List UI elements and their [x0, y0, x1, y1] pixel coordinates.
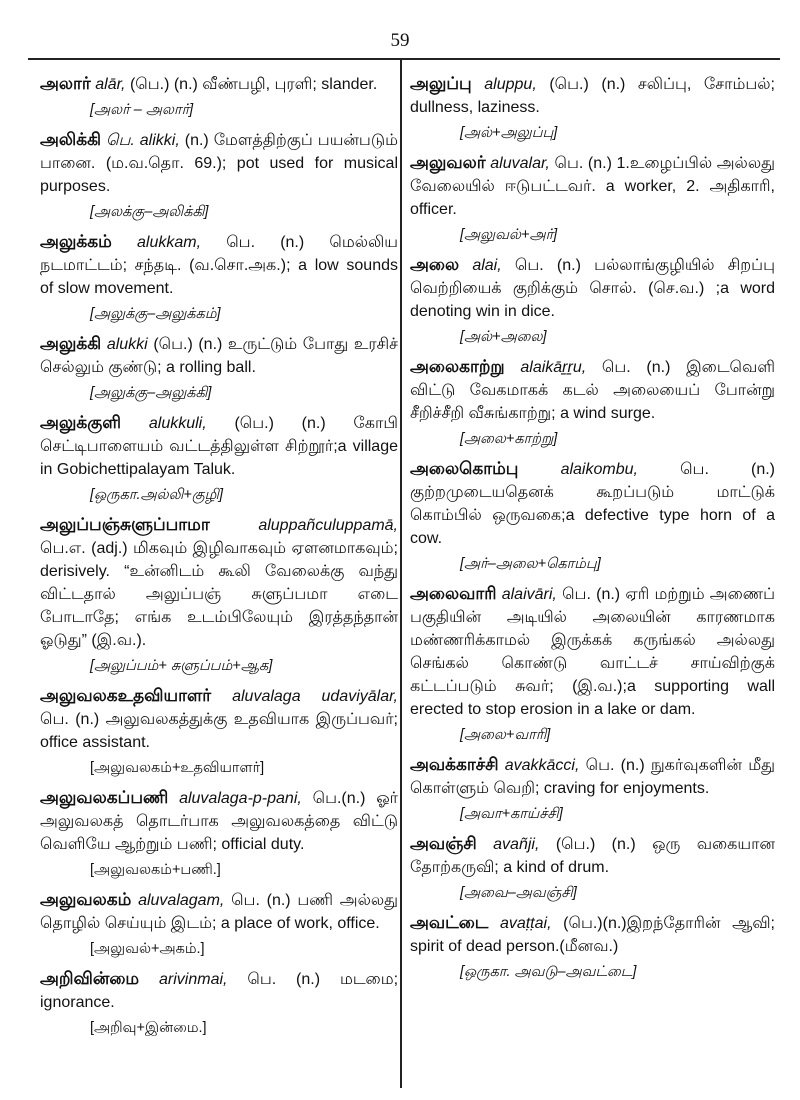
definition: (பெ.) (n.) கோபி செட்டிபாளையம் வட்டத்திலுள்ள சிற்றூர்;a village in Gobichettipalayam Taluk. — [40, 415, 398, 478]
etymology: [அலை+காற்று] — [460, 431, 558, 447]
dictionary-entry — [410, 151, 775, 247]
dictionary-entry — [40, 332, 398, 405]
headword: அலுப்பு — [410, 74, 472, 93]
dictionary-entry — [40, 128, 398, 224]
transliteration: aluppu, — [484, 76, 537, 93]
etymology: [அலுக்கு–அலுக்கம்] — [90, 306, 221, 322]
transliteration: alār, — [95, 76, 126, 93]
dictionary-entry — [40, 230, 398, 326]
dictionary-entry — [40, 72, 398, 122]
definition: பெ. (n.) 1.உழைப்பில் அல்லது வேலையில் ஈடுபட்டவர். a worker, 2. அதிகாரி, officer. — [410, 155, 775, 218]
headword: அலுவலகஉதவியாளர் — [40, 686, 212, 705]
headword: அலுவலகப்பணி — [40, 788, 169, 807]
definition: (பெ.) (n.) வீண்பழி, புரளி; slander. — [129, 76, 378, 93]
headword: அலுவலர் — [410, 153, 486, 172]
dictionary-entry — [40, 411, 398, 507]
headword: அலுப்பஞ்சுளுப்பாமா — [40, 515, 210, 534]
dictionary-entry — [40, 684, 398, 780]
transliteration: alai, — [472, 257, 502, 274]
dictionary-entry — [410, 355, 775, 451]
headword: அவட்டை — [410, 913, 489, 932]
transliteration: alaivāri, — [501, 586, 557, 603]
definition: பெ. (n.) நுகர்வுகளின் மீது கொள்ளும் வெறி; craving for enjoyments. — [410, 757, 775, 797]
etymology: [அலர் – அலார்] — [90, 102, 194, 118]
transliteration: aluvalaga-p-pani, — [179, 790, 302, 807]
definition: பெ. (n.) பணி அல்லது தொழில் செய்யும் இடம்; a place of work, office. — [40, 892, 398, 932]
transliteration: alaikāṟṟu, — [520, 359, 587, 376]
transliteration: alaikombu, — [560, 461, 638, 478]
etymology: [அலுவலகம்+உதவியாளர்] — [90, 760, 265, 776]
page-number: 59 — [390, 30, 410, 51]
etymology: [ஒருகா.அல்லி+குழி] — [90, 487, 223, 503]
right-column — [410, 72, 775, 990]
transliteration: alukkam, — [137, 234, 202, 251]
dictionary-entry — [410, 253, 775, 349]
dictionary-entry — [410, 753, 775, 826]
etymology: [அலுவல்+அகம்.] — [90, 941, 205, 957]
dictionary-entry — [410, 457, 775, 576]
dictionary-entry — [40, 967, 398, 1040]
definition: பெ. (n.) குற்றமுடையதெனக் கூறப்படும் மாட்டுக் கொம்பில் ஒருவகை;a defective type horn of a cow. — [410, 461, 776, 547]
headword: அலுக்கி — [40, 334, 102, 353]
etymology: [அலுப்பம்+ சுளுப்பம்+ஆக] — [90, 658, 273, 674]
dictionary-entry — [410, 72, 775, 145]
transliteration: alukki — [106, 336, 148, 353]
transliteration: பெ. alikki, — [105, 132, 180, 149]
etymology: [அலக்கு–அலிக்கி] — [90, 204, 209, 220]
definition: பெ. (n.) இடைவெளி விட்டு வேகமாகக் கடல் அலையைப் போன்று சீறிச்சீறி வீசுங்காற்று; a wind surge. — [410, 359, 775, 422]
headword: அலுக்கம் — [40, 232, 112, 251]
transliteration: avañji, — [493, 836, 540, 853]
headword: அலுவலகம் — [40, 890, 132, 909]
headword: அலைகாற்று — [410, 357, 505, 376]
dictionary-entry — [40, 513, 398, 678]
dictionary-entry — [40, 786, 398, 882]
dictionary-entry — [410, 832, 775, 905]
etymology: [அலை+வாரி] — [460, 727, 551, 743]
dictionary-entry — [410, 911, 775, 984]
definition: (n.) மேளத்திற்குப் பயன்படும் பானை. (ம.வ.தொ. 69.); pot used for musical purposes. — [40, 132, 398, 195]
headword: அறிவின்மை — [40, 969, 140, 988]
column-divider — [400, 60, 402, 1088]
transliteration: arivinmai, — [159, 971, 228, 988]
definition: பெ. (n.) அலுவலகத்துக்கு உதவியாக இருப்பவர்; office assistant. — [40, 711, 398, 751]
transliteration: aluvalaga udaviyālar, — [232, 688, 398, 705]
transliteration: aluvalar, — [490, 155, 550, 172]
etymology: [அலுவலகம்+பணி.] — [90, 862, 221, 878]
definition: பெ. (n.) மடமை; ignorance. — [40, 971, 399, 1011]
etymology: [அவா+காய்ச்சி] — [460, 806, 563, 822]
left-column — [40, 72, 398, 1046]
definition: பெ. (n.) பல்லாங்குழியில் சிறப்பு வெற்றியைக் குறிக்கும் சொல். (செ.வ.) ;a word denoting win in dice. — [410, 257, 775, 320]
etymology: [ஒருகா. அவடு–அவட்டை] — [460, 964, 637, 980]
top-rule — [28, 58, 780, 60]
dictionary-entry — [410, 582, 775, 747]
etymology: [அலுக்கு–அலுக்கி] — [90, 385, 212, 401]
headword: அவஞ்சி — [410, 834, 477, 853]
headword: அலைகொம்பு — [410, 459, 519, 478]
headword: அலைவாரி — [410, 584, 497, 603]
headword: அவக்காச்சி — [410, 755, 499, 774]
definition: பெ. (n.) மெல்லிய நடமாட்டம்; சந்தடி. (வ.சொ.அக.); a low sounds of slow movement. — [40, 234, 398, 297]
transliteration: aluppañculuppamā, — [258, 517, 398, 534]
etymology: [அவை–அவஞ்சி] — [460, 885, 577, 901]
definition: பெ.(n.) ஓர் அலுவலகத் தொடர்பாக அலுவலகத்தை விட்டு வெளியே ஆற்றும் பணி; official duty. — [40, 790, 399, 853]
etymology: [அல்+அலுப்பு] — [460, 125, 558, 141]
definition: பெ.எ. (adj.) மிகவும் இழிவாகவும் ஏளனமாகவும்; derisively. “உன்னிடம் கூலி வேலைக்கு வந்து விட்டதால் அலுப்பஞ் சுளுப்பமா எடை போடாதே; எங்க உடம்பிலேயும் இரத்தந்தான் ஓடுது” (இ.வ.). — [40, 540, 398, 649]
headword: அலிக்கி — [40, 130, 102, 149]
etymology: [அர்–அலை+கொம்பு] — [460, 556, 601, 572]
headword: அலார் — [40, 74, 91, 93]
etymology: [அலுவல்+அர்] — [460, 227, 558, 243]
definition: பெ. (n.) ஏரி மற்றும் அணைப் பகுதியின் அடியில் அலையின் காரணமாக மண்ணரிக்காமல் இருக்கக் கருங்கல் அல்லது செங்கல் கொண்டு வாட்டச் சாய்விற்குக் கட்டப்படும் சுவர்; (இ.வ.);a supporting wall erected to stop erosion in a lake or dam. — [410, 586, 775, 718]
definition: (பெ.)(n.)இறந்தோரின் ஆவி; spirit of dead person.(மீனவ.) — [410, 915, 776, 955]
definition: (பெ.) (n.) உருட்டும் போது உரசிச் செல்லும் குண்டு; a rolling ball. — [40, 336, 399, 376]
transliteration: avaṭṭai, — [499, 915, 552, 932]
transliteration: aluvalagam, — [138, 892, 225, 909]
definition: (பெ.) (n.) சலிப்பு, சோம்பல்; dullness, laziness. — [410, 76, 775, 116]
dictionary-entry — [40, 888, 398, 961]
transliteration: alukkuli, — [148, 415, 207, 432]
definition: (பெ.) (n.) ஒரு வகையான தோற்கருவி; a kind of drum. — [410, 836, 775, 876]
etymology: [அறிவு+இன்மை.] — [90, 1020, 207, 1036]
etymology: [அல்+அலை] — [460, 329, 547, 345]
headword: அலுக்குளி — [40, 413, 122, 432]
headword: அலை — [410, 255, 460, 274]
transliteration: avakkācci, — [504, 757, 580, 774]
